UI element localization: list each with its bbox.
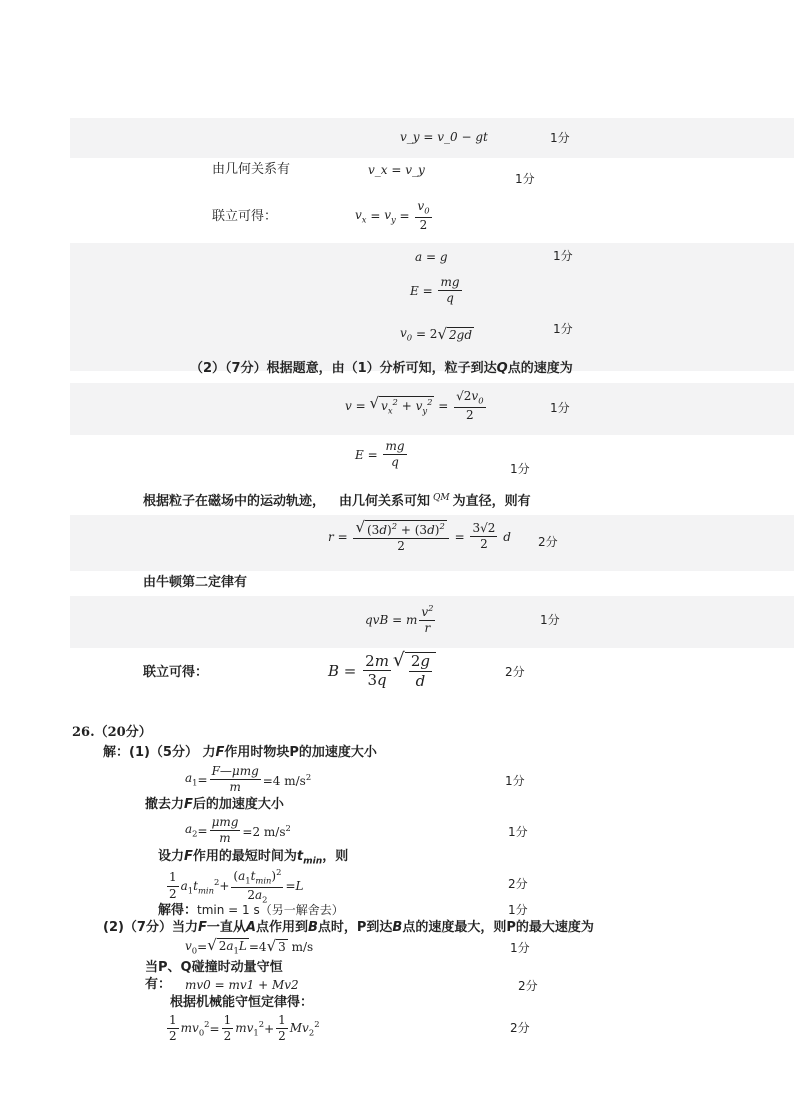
part2-intro-end: 点的速度为 <box>507 361 573 376</box>
formula-radius: r = √ $(3d)^2 + (3d)^2$ 2 = $\frac{3√2}{2}$ d <box>328 518 511 554</box>
q26-part2-f: F <box>197 920 207 935</box>
q26-score-a1: 1分 <box>505 774 525 788</box>
formula-a1: $a_1$ = $\frac{\text{F—μmg}}{m}$ =4 $m/s^2$ <box>185 764 312 795</box>
point-q: Q <box>496 361 508 376</box>
label-trajectory-a: 根据粒子在磁场中的运动轨迹， <box>143 494 326 509</box>
label-combine-2: 联立可得： <box>143 665 209 680</box>
formula-e-mg-q-2: E = $\frac{mg}{q}$ <box>355 439 405 470</box>
q26-tmin-sub: min <box>303 856 323 867</box>
q26-score-energy: 2分 <box>510 1021 530 1035</box>
score-14: 2分 <box>505 665 525 679</box>
formula-e-mg-q: E = $\frac{mg}{q}$ <box>410 275 460 306</box>
q26-part2-a: (2)（7分）当力 <box>103 920 198 935</box>
formula-v0-over-2: $v_x$ = $v_y$ = $\frac{v_0}{2}$ <box>355 199 430 232</box>
q26-part2-B2: B <box>392 920 403 935</box>
q26-part2-c: 点作用到 <box>255 920 308 935</box>
q26-tmin-f: F <box>184 849 193 864</box>
q26-part2-b: 一直从 <box>206 920 246 935</box>
q26-score-l: 2分 <box>508 877 528 891</box>
q26-remove-f: F <box>184 797 193 812</box>
q26-part1-intro <box>103 746 377 759</box>
q26-remove-force <box>145 798 284 811</box>
score-13: 1分 <box>540 613 560 627</box>
score-11: 2分 <box>538 535 558 549</box>
q26-remove-b: 后的加速度大小 <box>192 797 284 812</box>
label-combine-1: 联立可得： <box>212 209 278 224</box>
q26-part2-intro <box>103 921 594 934</box>
formula-a2: $a_2$ = $\frac{\text{μmg}}{m}$ =2 $m/s^2$ <box>185 815 291 846</box>
score-8: 1分 <box>550 401 570 415</box>
q26-momentum-label: 当P、Q碰撞时动量守恒 <box>145 960 283 975</box>
q26-part2-e: 点的速度最大，则P的最大速度为 <box>402 920 594 935</box>
score-2: 1分 <box>515 172 535 186</box>
formula-vx-vy: v_x = v_y <box>368 163 425 177</box>
segment-qm: QM <box>433 493 450 503</box>
q26-energy-label: 根据机械能守恒定律得： <box>170 995 314 1010</box>
q26-part2-d: 点时，P到达 <box>317 920 393 935</box>
q26-score-v0: 1分 <box>510 941 530 955</box>
label-geometry: 由几何关系有 <box>212 162 291 177</box>
label-trajectory-b: 由几何关系可知 <box>339 494 431 509</box>
q26-part1-a: 解：(1)（5分） 力 <box>103 745 216 760</box>
q26-tmin-a: 设力 <box>158 849 185 864</box>
score-6: 1分 <box>553 322 573 336</box>
q26-solve-label: 解得： <box>158 903 198 918</box>
q26-part1-f: F <box>215 745 225 760</box>
q26-score-a2: 1分 <box>508 825 528 839</box>
score-9: 1分 <box>510 462 530 476</box>
part2-intro-text: （2）（7分）根据题意，由（1）分析可知，粒子到达 <box>190 361 497 376</box>
formula-v0: $v_0$ = 2 √ 2gd <box>400 324 473 343</box>
q26-momentum-prefix: 有： <box>145 977 172 992</box>
part2-intro <box>190 362 573 375</box>
q26-solve <box>158 904 344 917</box>
formula-v-magnitude: v = √ $v_x^2 + v_y^2$ = $\frac{√2v_0}{2}$ <box>345 389 484 422</box>
formula-lorentz: qvB = m $\frac{v^2}{r}$ <box>365 603 434 636</box>
q26-part2-B: B <box>307 920 318 935</box>
q26-tmin-label <box>158 850 348 867</box>
formula-distance-l: $\frac{1}{2}$ $a_1t_{min}^2$ + $\frac{(a_1t_{min})^2}{2a_2}$ = L <box>169 867 304 905</box>
q26-score-solve: 1分 <box>508 903 528 917</box>
q26-title: 26.（20分） <box>72 725 152 740</box>
q26-solve-value: tmin = 1 s（另一解舍去） <box>197 903 344 917</box>
formula-a-g: a = g <box>415 250 448 264</box>
q26-score-momentum: 2分 <box>518 979 538 993</box>
q26-tmin-t: t <box>296 849 304 864</box>
label-newton: 由牛顿第二定律有 <box>143 575 248 590</box>
formula-momentum: mv0 = mv1 + Mv2 <box>185 978 299 992</box>
q26-part1-b: 作用时物块P的加速度大小 <box>224 745 377 760</box>
label-trajectory <box>143 494 531 508</box>
formula-v0-max: $v_0$ = √ $2a_1L$ =4 √ 3 m/s <box>185 936 314 956</box>
score-1: 1分 <box>550 131 570 145</box>
label-trajectory-c: 为直径，则有 <box>452 494 531 509</box>
q26-remove-a: 撤去力 <box>145 797 185 812</box>
formula-vy: v_y = v_0 − gt <box>400 130 488 144</box>
q26-tmin-b: 作用的最短时间为 <box>192 849 297 864</box>
formula-energy: $\frac{1}{2}$ $mv_0^2$ = $\frac{1}{2}$ $mv_1^2$ + $\frac{1}{2}$ $Mv_2^2$ <box>169 1013 320 1044</box>
q26-tmin-c: ，则 <box>322 849 349 864</box>
score-4: 1分 <box>553 249 573 263</box>
q26-part2-A: A <box>245 920 256 935</box>
formula-b-field: B = $\frac{2m}{3q}$ √ $\frac{2g}{d}$ <box>328 652 436 689</box>
